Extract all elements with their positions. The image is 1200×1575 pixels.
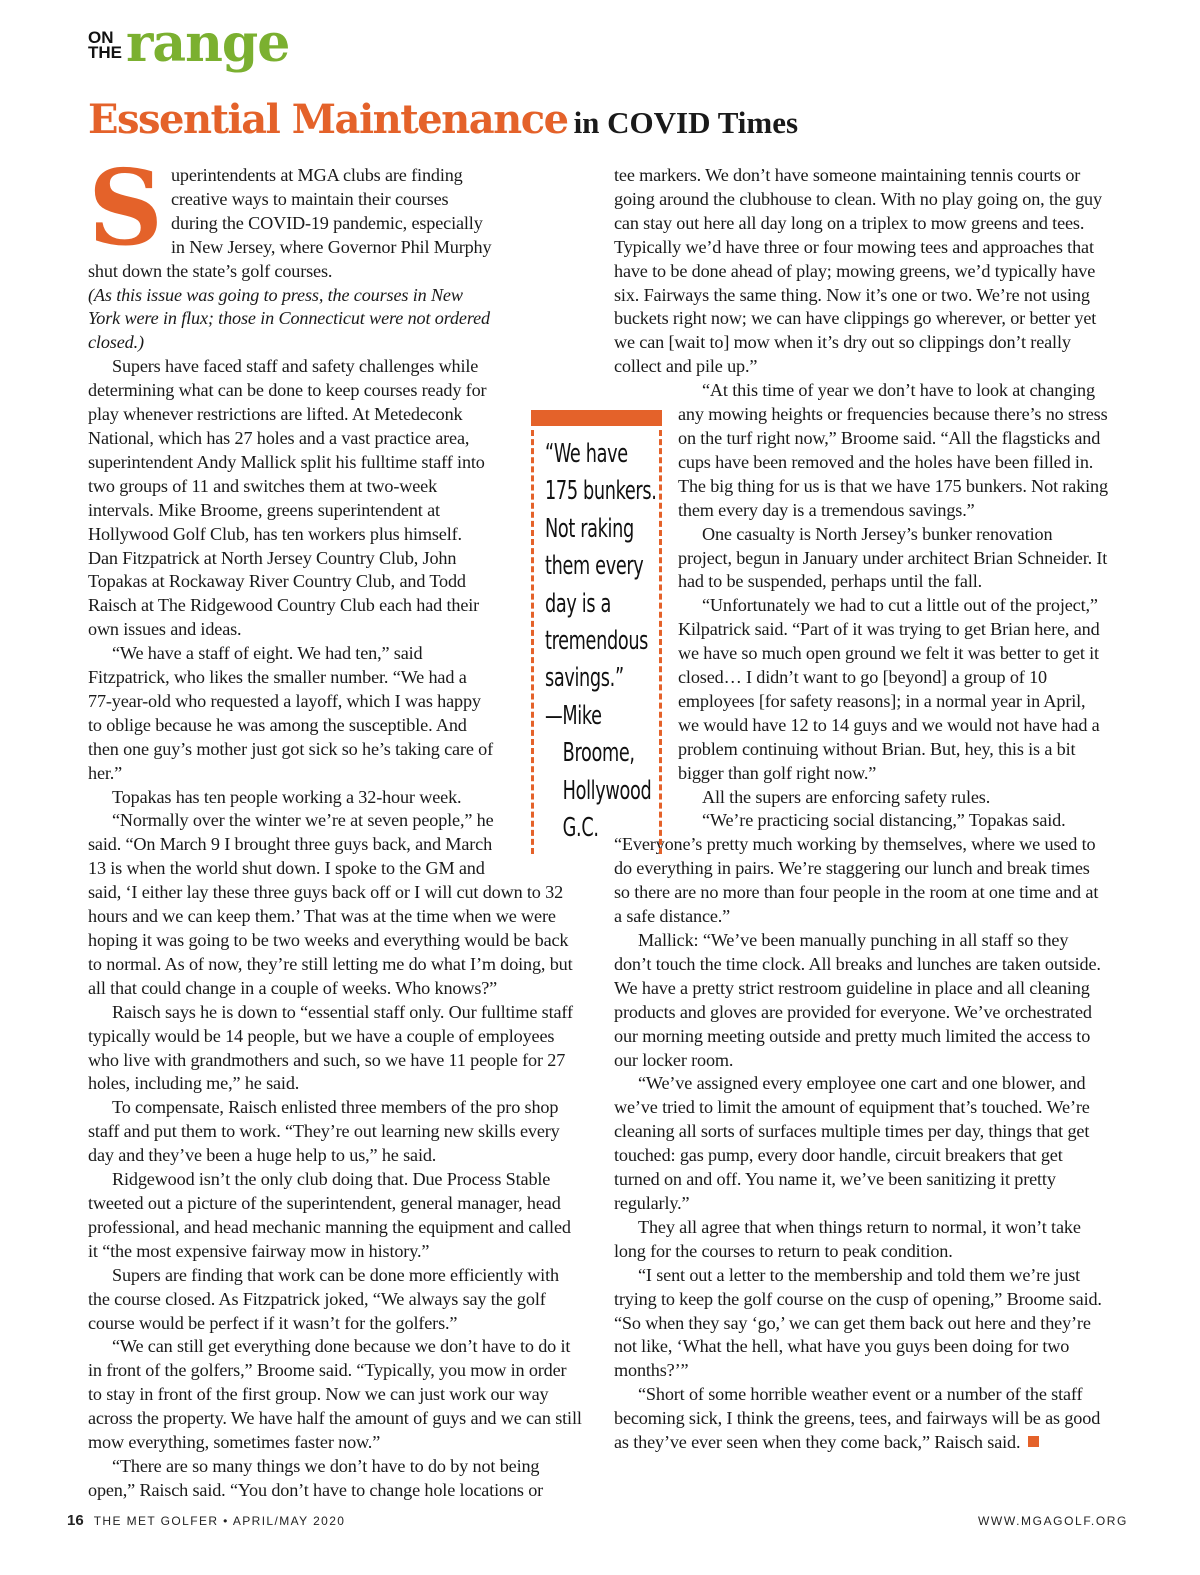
- article-paragraph: “Normally over the winter we’re at seven people,” he said. “On March 9 I brought three guys back, and March 13 is when the world shut down. I spoke to the GM and said, ‘I either lay these three guys back off or I will cut down to 32 hours and we can keep them.’ That was at the time when we were hoping it was going to be two weeks and everything would be back to normal. As of now, they’re still letting me do what I’m doing, but all that could change in a couple of weeks. Who knows?”: [88, 810, 573, 998]
- article-paragraph: Ridgewood isn’t the only club doing that. Due Process Stable tweeted out a picture of the superintendent, general manager, head professional, and head mechanic manning the equipment and called it “the most expensive fairway mow in history.”: [88, 1169, 571, 1261]
- drop-cap: S: [88, 146, 163, 269]
- article-paragraph: One casualty is North Jersey’s bunker renovation project, begun in January under architect Brian Schneider. It had to be suspended, perhaps until the fall.: [678, 523, 1108, 592]
- editor-note: (As this issue was going to press, the courses in New York were in flux; those in Connecticut were not ordered closed.): [88, 284, 490, 353]
- pull-quote-text: [545, 436, 657, 847]
- headline-sub: in COVID Times: [573, 105, 799, 140]
- article-paragraph: Supers are finding that work can be done more efficiently with the course closed. As Fitzpatrick joked, “We always say the golf course would be perfect if it wasn’t for the golfers.”: [88, 1264, 559, 1333]
- article-paragraph: Raisch says he is down to “essential staff only. Our fulltime staff typically would be 14 people, but we have a couple of employees who live with grandmothers and such, so we have 11 people for 27 holes, including me,” he said.: [88, 1001, 573, 1094]
- pull-quote-rule-right: [659, 430, 662, 854]
- pull-quote: [531, 410, 662, 854]
- article-paragraph: “I sent out a letter to the membership and told them we’re just trying to keep the golf course on the cusp of opening,” Broome said. “So when they say ‘go,’ we can get them back out here and they’re not like, ‘What the hell, what have you guys been doing for two months?’”: [614, 1264, 1102, 1381]
- article-paragraph: Supers have faced staff and safety challenges while determining what can be done to keep courses ready for play whenever restrictions are lifted. At Metedeconk National, which has 27 holes and a vast practice area, superintendent Andy Mallick split his fulltime staff into two groups of 11 and switches them at two-week intervals. Mike Broome, greens superintendent at Hollywood Golf Club, has ten workers plus himself. Dan Fitzpatrick at North Jersey Country Club, John Topakas at Rockaway River Country Club, and Todd Raisch at The Ridgewood Country Club each had their own issues and ideas.: [88, 356, 487, 640]
- publication-info: THE MET GOLFER • APRIL/MAY 2020: [93, 1514, 346, 1528]
- pull-quote-bar: [531, 410, 662, 426]
- article-paragraph: To compensate, Raisch enlisted three members of the pro shop staff and put them to work. “They’re out learning new skills every day and they’ve been a huge help to us,” he said.: [88, 1097, 560, 1166]
- intro-paragraph: [88, 146, 582, 284]
- masthead-range: range: [126, 13, 290, 74]
- article-paragraph: “We have a staff of eight. We had ten,” said Fitzpatrick, who likes the smaller number. “We had a 77-year-old who requested a layoff, which I was happy to oblige because he was among the susceptible. And then one guy’s mother just got sick so he’s taking care of her.”: [88, 643, 493, 783]
- article-paragraph: “We’ve assigned every employee one cart and one blower, and we’ve tried to limit the amount of equipment that’s touched. We’re cleaning all sorts of surfaces multiple times per day, things that get touched: gas pump, every door handle, circuit breakers that get turned on and off. You name it, we’ve been sanitizing it pretty regularly.”: [614, 1073, 1090, 1213]
- page-number: 16: [67, 1512, 84, 1529]
- left-column: [88, 146, 582, 1503]
- article-paragraph: “At this time of year we don’t have to look at changing any mowing heights or frequencies because there’s no stress on the turf right now,” Broome said. “All the flagsticks and cups have been removed and the holes have been filled in. The big thing for us is that we have 175 bunkers. Not raking them every day is a tremendous savings.”: [678, 380, 1108, 520]
- right-lead-paragraph: tee markers. We don’t have someone maintaining tennis courts or going around the clubhouse to clean. With no play going on, the guy can stay out here all day long on a triplex to mow greens and tees. Typically we’d have three or four mowing tees and approaches that have to be done ahead of play; mowing greens, we’d typically have six. Fairways the same thing. Now it’s one or two. We’re not using buckets right now; we can have clippings go wherever, or better yet we can [wait to] mow when it’s dry out so clippings don’t really collect and pile up.”: [614, 165, 1102, 377]
- right-column: [614, 164, 1108, 1455]
- intro-text: uperintendents at MGA clubs are finding creative ways to maintain their courses during the COVID-19 pandemic, especially in New Jersey, where Governor Phil Murphy shut down the state’s golf courses.: [88, 165, 492, 281]
- pull-quote-attribution-name: —Mike: [545, 700, 602, 731]
- article-paragraph: “Unfortunately we had to cut a little out of the project,” Kilpatrick said. “Part of it was trying to get Brian here, and we have so much open ground we felt it was better to get it closed… I didn’t want to go [beyond] a group of 10 employees [for safety reasons]; in a normal year in April, we would have 12 to 14 guys and we would not have had a problem continuing without Brian. But, hey, this is a bit bigger than golf right now.”: [678, 595, 1100, 783]
- pull-quote-attribution-line: Broome,: [562, 738, 635, 769]
- pull-quote-attribution: [545, 698, 657, 848]
- footer-website: WWW.MGAGOLF.ORG: [978, 1514, 1128, 1528]
- article-paragraph: They all agree that when things return to normal, it won’t take long for the courses to return to peak condition.: [614, 1216, 1081, 1261]
- headline-main: Essential Maintenance: [88, 96, 568, 143]
- pull-quote-rule-left: [531, 430, 534, 854]
- article-paragraph: “We can still get everything done because we don’t have to do it in front of the golfers,” Broome said. “Typically, you mow in order to stay in front of the first group. Now we can just work our way across the property. We have half the amount of guys and we can still mow everything, sometimes faster now.”: [88, 1336, 582, 1453]
- pull-quote-body: “We have 175 bunkers. Not raking them every day is a tremendous savings.”: [545, 439, 657, 694]
- article-paragraph: Mallick: “We’ve been manually punching in all staff so they don’t touch the time clock. All breaks and lunches are taken outside. We have a pretty strict restroom guideline in place and all cleaning products and gloves are provided for everyone. We’ve orchestrated our morning meeting outside and pretty much limited the access to our locker room.: [614, 930, 1101, 1070]
- article-paragraph: All the supers are enforcing safety rules.: [702, 786, 991, 807]
- article-paragraph: “There are so many things we don’t have to do by not being open,” Raisch said. “You don’t have to change hole locations or: [88, 1455, 544, 1500]
- pull-quote-attribution-line: G.C.: [562, 813, 599, 844]
- pull-quote-attribution-line: Hollywood: [562, 775, 652, 806]
- article-paragraph: Topakas has ten people working a 32-hour week.: [112, 786, 462, 807]
- masthead-on-the: ON THE: [88, 28, 122, 62]
- article-paragraph: “We’re practicing social distancing,” Topakas said. “Everyone’s pretty much working by themselves, where we used to do everything in pairs. We’re staggering our lunch and break times so there are no more than four people in the room at one time and at a safe distance.”: [614, 810, 1099, 927]
- footer-left: [67, 1512, 345, 1529]
- article-paragraph: “Short of some horrible weather event or a number of the staff becoming sick, I think the greens, tees, and fairways will be as good as they’ve ever seen when they come back,” Raisch said.: [614, 1384, 1101, 1453]
- right-paragraphs: [614, 379, 1108, 1455]
- article-headline: [88, 96, 1148, 143]
- end-mark: [1028, 1436, 1039, 1447]
